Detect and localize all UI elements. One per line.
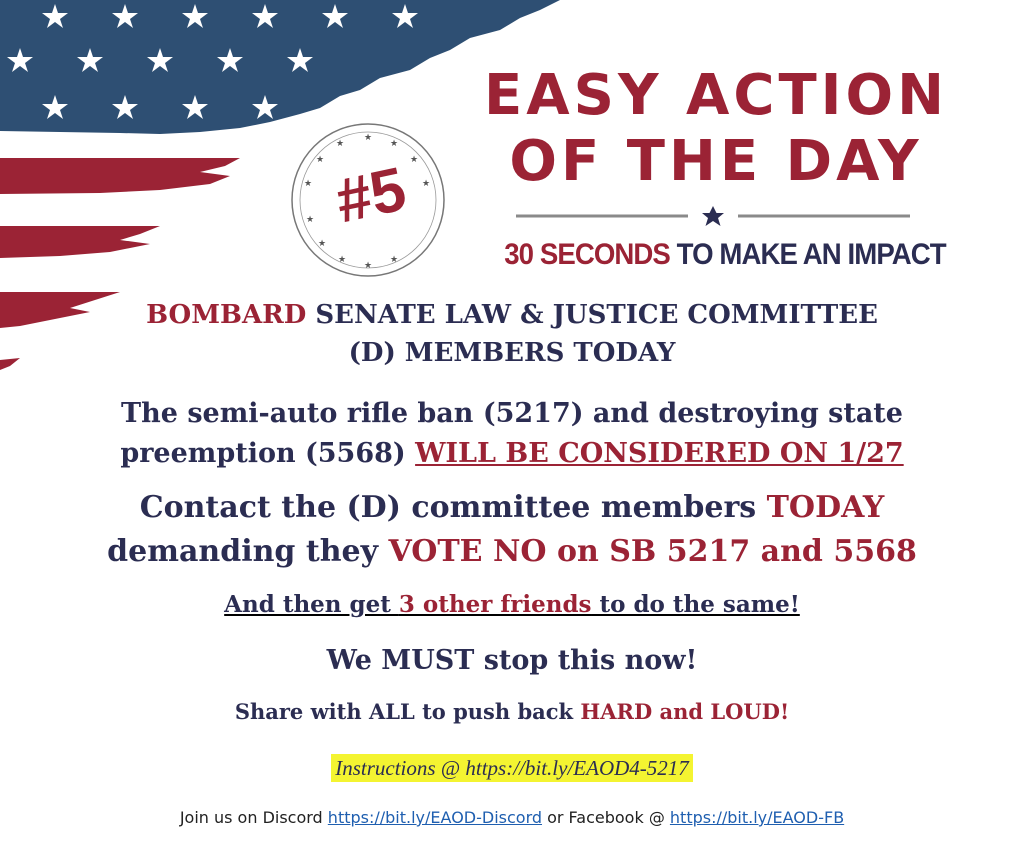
svg-text:★: ★	[316, 155, 325, 165]
share-call	[0, 697, 1024, 727]
demanding-text: demanding they	[107, 534, 389, 569]
bill-info-line-2: preemption (5568)	[120, 438, 416, 469]
footer-text-1: Join us on Discord	[179, 808, 328, 827]
bombard-heading	[0, 296, 1024, 372]
star-icon	[702, 206, 724, 226]
hard-loud-text: HARD and LOUD!	[580, 699, 790, 724]
considered-date-text: WILL BE CONSIDERED ON 1/27	[415, 438, 904, 469]
friends-call	[0, 589, 1024, 621]
today-word: TODAY	[766, 490, 885, 525]
facebook-link[interactable]: https://bit.ly/EAOD-FB	[669, 808, 845, 827]
bill-info	[0, 394, 1024, 474]
bill-info-line-1: The semi-auto rifle ban (5217) and destroying state	[121, 398, 903, 429]
instructions	[0, 756, 1024, 781]
svg-text:★: ★	[410, 155, 419, 165]
tagline	[477, 238, 974, 272]
svg-text:★: ★	[338, 255, 347, 265]
svg-text:★: ★	[390, 255, 399, 265]
must-stop-text: We MUST stop this now!	[326, 645, 698, 676]
tagline-navy: TO MAKE AN IMPACT	[669, 238, 946, 271]
page-title	[456, 63, 976, 194]
tagline-red: 30 SECONDS	[504, 238, 670, 271]
title-line-2: OF THE DAY	[509, 129, 923, 194]
friends-text-a: And then get	[224, 591, 399, 618]
svg-text:★: ★	[318, 239, 327, 249]
committee-text: SENATE LAW & JUSTICE COMMITTEE	[306, 300, 878, 330]
contact-call	[0, 486, 1024, 574]
title-line-1: EASY ACTION	[484, 63, 948, 128]
badge-number: #5	[330, 154, 412, 237]
bombard-word: BOMBARD	[146, 300, 307, 330]
discord-link[interactable]: https://bit.ly/EAOD-Discord	[327, 808, 543, 827]
svg-text:★: ★	[306, 215, 315, 225]
svg-text:★: ★	[364, 261, 373, 271]
svg-text:★: ★	[364, 133, 373, 143]
star-divider	[516, 206, 910, 226]
instructions-link[interactable]: Instructions @ https://bit.ly/EAOD4-5217	[331, 754, 693, 782]
footer-text-2: or Facebook @	[542, 808, 670, 827]
friends-text-b: to do the same!	[591, 591, 800, 618]
svg-text:★: ★	[304, 179, 313, 189]
members-today-text: (D) MEMBERS TODAY	[348, 338, 676, 368]
svg-text:★: ★	[390, 139, 399, 149]
svg-text:★: ★	[422, 179, 431, 189]
svg-text:★: ★	[336, 139, 345, 149]
share-text: Share with ALL to push back	[234, 699, 581, 724]
contact-text: Contact the (D) committee members	[139, 490, 767, 525]
vote-no-text: VOTE NO on SB 5217 and 5568	[388, 534, 917, 569]
friends-count-text: 3 other friends	[398, 591, 592, 618]
footer	[0, 808, 1024, 827]
